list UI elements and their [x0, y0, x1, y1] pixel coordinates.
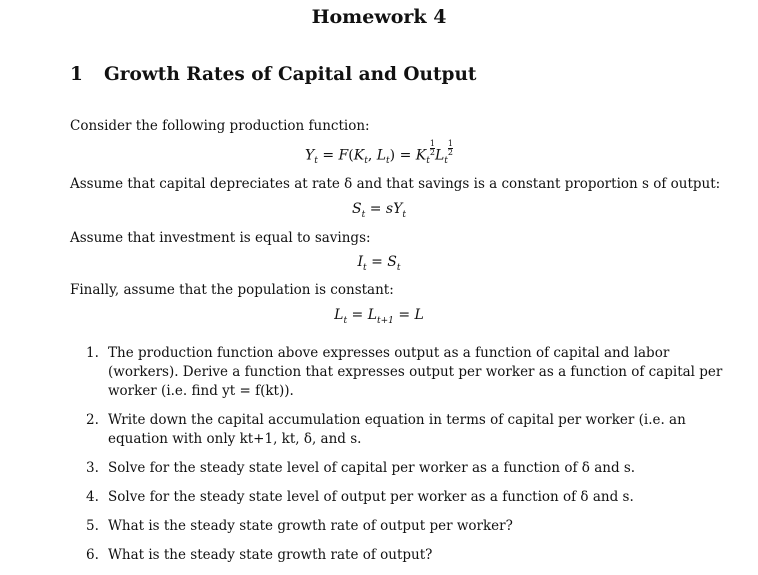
- paragraph-depreciation: Assume that capital depreciates at rate δ and that savings is a constant proportion s of output:: [70, 176, 721, 192]
- question-number: 3.: [86, 460, 99, 476]
- section-title: Growth Rates of Capital and Output: [104, 64, 477, 85]
- question-number: 6.: [86, 547, 99, 563]
- question-number: 2.: [86, 412, 99, 428]
- question-number: 5.: [86, 518, 99, 534]
- section-number: 1: [70, 64, 83, 85]
- question-text: What is the steady state growth rate of output?: [108, 547, 433, 563]
- list-item: [86, 344, 726, 401]
- list-item: [86, 546, 726, 565]
- list-item: [86, 459, 726, 478]
- question-text: What is the steady state growth rate of output per worker?: [108, 518, 513, 534]
- equation-savings: $S_t = sY_t$: [352, 201, 406, 220]
- list-item: [86, 411, 726, 449]
- paragraph-population: Finally, assume that the population is constant:: [70, 282, 394, 298]
- equation-investment: $I_t = S_t$: [357, 254, 401, 273]
- list-item: [86, 488, 726, 507]
- equation-production: $Y_t = F(K_t$, $L_t) = K_t$ $\frac{1}{2}$ $L_t$ $\frac{1}{2}$: [305, 139, 453, 167]
- paragraph-production: Consider the following production function:: [70, 118, 370, 134]
- page-title: Homework 4: [311, 6, 447, 28]
- question-number: 1.: [86, 345, 99, 361]
- equation-population: $L_t = L_{t+1} = L$: [334, 307, 424, 326]
- question-number: 4.: [86, 489, 99, 505]
- question-list: [86, 344, 726, 575]
- list-item: [86, 517, 726, 536]
- question-text: Solve for the steady state level of capital per worker as a function of δ and s.: [108, 460, 636, 476]
- section-heading: [70, 64, 476, 85]
- paragraph-investment: Assume that investment is equal to savings:: [70, 230, 371, 246]
- question-text: The production function above expresses output as a function of capital and labor (workers). Derive a function that expresses output per worker as a function of capital per worker (i.e. find yt = f(kt)).: [108, 345, 723, 399]
- question-text: Solve for the steady state level of output per worker as a function of δ and s.: [108, 489, 634, 505]
- question-text: Write down the capital accumulation equation in terms of capital per worker (i.e. an equation with only kt+1, kt, δ, and s.: [108, 412, 686, 447]
